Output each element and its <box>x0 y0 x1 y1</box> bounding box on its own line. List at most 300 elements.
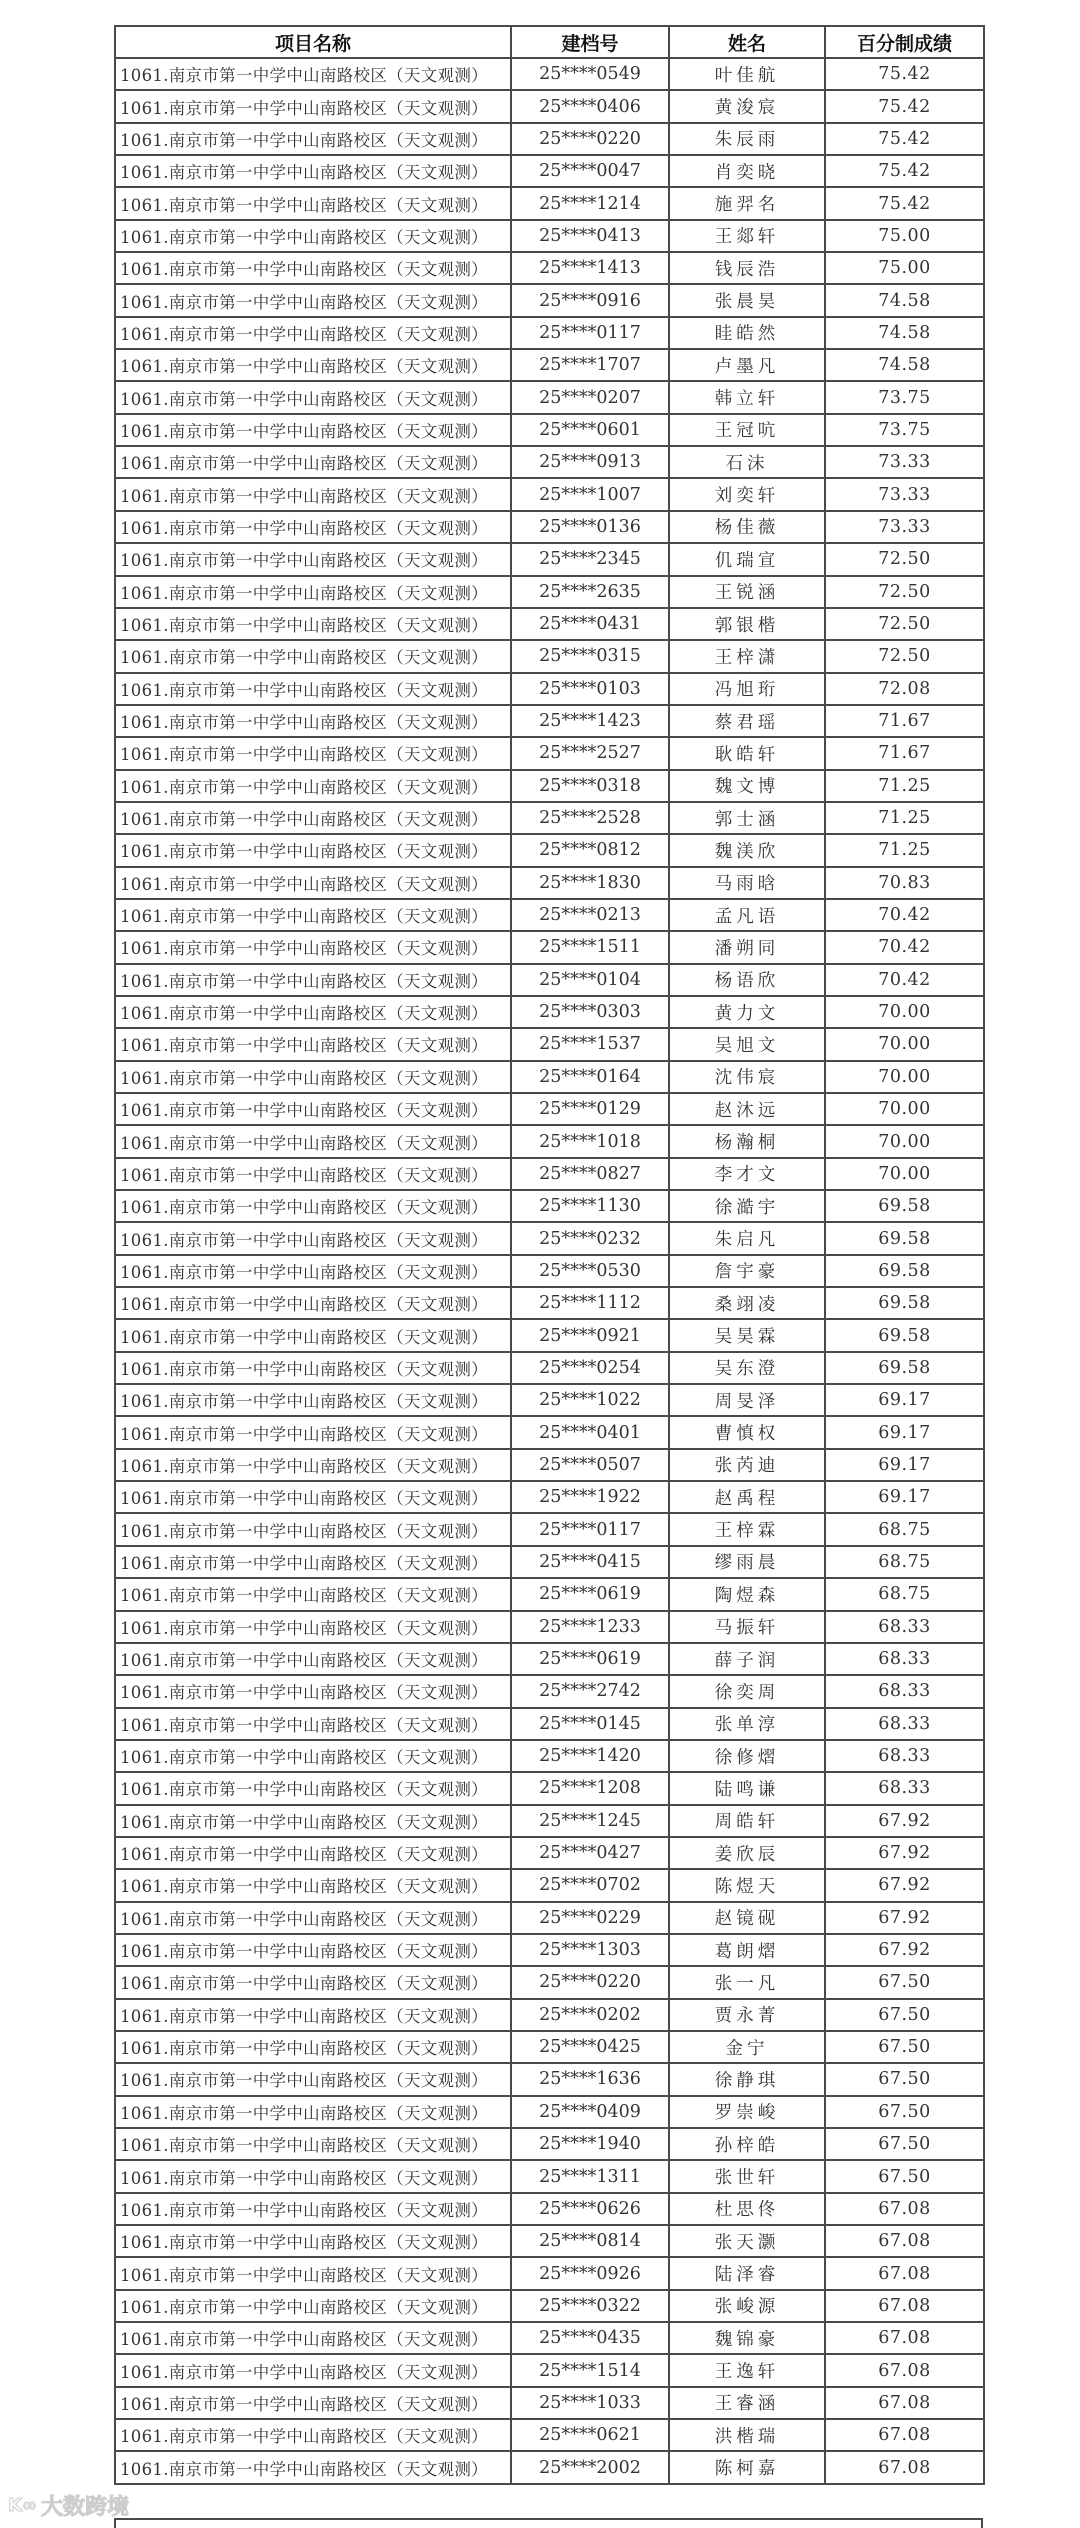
student-name-cell: 黄浚宸 <box>669 90 825 122</box>
file-id-cell: 25****2635 <box>511 576 669 608</box>
student-name-cell: 徐澔宇 <box>669 1190 825 1222</box>
table-row <box>115 770 984 802</box>
file-id-cell: 25****0812 <box>511 834 669 866</box>
file-id-cell: 25****1511 <box>511 931 669 963</box>
project-name-cell: 1061.南京市第一中学中山南路校区（天文观测） <box>115 1708 511 1740</box>
score-cell: 70.00 <box>825 1125 984 1157</box>
score-cell: 69.58 <box>825 1319 984 1351</box>
table-row <box>115 1643 984 1675</box>
project-name-cell: 1061.南京市第一中学中山南路校区（天文观测） <box>115 2451 511 2483</box>
student-name-cell: 肖奕晓 <box>669 155 825 187</box>
student-name-cell: 张芮迪 <box>669 1449 825 1481</box>
file-id-cell: 25****0415 <box>511 1546 669 1578</box>
table-row <box>115 802 984 834</box>
project-name-cell: 1061.南京市第一中学中山南路校区（天文观测） <box>115 349 511 381</box>
score-cell: 73.33 <box>825 511 984 543</box>
file-id-cell: 25****0303 <box>511 996 669 1028</box>
student-name-cell: 张晨昊 <box>669 284 825 316</box>
file-id-cell: 25****0164 <box>511 1061 669 1093</box>
project-name-cell: 1061.南京市第一中学中山南路校区（天文观测） <box>115 381 511 413</box>
file-id-cell: 25****0427 <box>511 1837 669 1869</box>
table-row <box>115 1513 984 1545</box>
project-name-cell: 1061.南京市第一中学中山南路校区（天文观测） <box>115 1061 511 1093</box>
student-name-cell: 朱辰雨 <box>669 123 825 155</box>
score-cell: 71.67 <box>825 737 984 769</box>
student-name-cell: 孟凡语 <box>669 899 825 931</box>
table-row <box>115 2322 984 2354</box>
table-row <box>115 2063 984 2095</box>
score-cell: 72.50 <box>825 543 984 575</box>
table-row <box>115 2387 984 2419</box>
project-name-cell: 1061.南京市第一中学中山南路校区（天文观测） <box>115 1449 511 1481</box>
table-row <box>115 1481 984 1513</box>
project-name-cell: 1061.南京市第一中学中山南路校区（天文观测） <box>115 2225 511 2257</box>
student-name-cell: 刘奕轩 <box>669 478 825 510</box>
file-id-cell: 25****1922 <box>511 1481 669 1513</box>
file-id-cell: 25****1311 <box>511 2160 669 2192</box>
project-name-cell: 1061.南京市第一中学中山南路校区（天文观测） <box>115 1643 511 1675</box>
table-row <box>115 834 984 866</box>
score-cell: 70.00 <box>825 996 984 1028</box>
table-body <box>115 58 984 2484</box>
project-name-cell: 1061.南京市第一中学中山南路校区（天文观测） <box>115 1611 511 1643</box>
student-name-cell: 陈柯嘉 <box>669 2451 825 2483</box>
student-name-cell: 张天灏 <box>669 2225 825 2257</box>
score-cell: 69.58 <box>825 1255 984 1287</box>
score-cell: 68.33 <box>825 1643 984 1675</box>
watermark <box>8 2490 129 2521</box>
student-name-cell: 赵沐远 <box>669 1093 825 1125</box>
file-id-cell: 25****0117 <box>511 1513 669 1545</box>
file-id-cell: 25****2742 <box>511 1675 669 1707</box>
score-cell: 67.08 <box>825 2322 984 2354</box>
header-file-id: 建档号 <box>511 26 669 58</box>
score-cell: 68.33 <box>825 1740 984 1772</box>
table-row <box>115 1028 984 1060</box>
student-name-cell: 眭皓然 <box>669 317 825 349</box>
project-name-cell: 1061.南京市第一中学中山南路校区（天文观测） <box>115 1869 511 1901</box>
table-row <box>115 2225 984 2257</box>
student-name-cell: 王梓潇 <box>669 640 825 672</box>
score-cell: 67.08 <box>825 2354 984 2386</box>
project-name-cell: 1061.南京市第一中学中山南路校区（天文观测） <box>115 543 511 575</box>
project-name-cell: 1061.南京市第一中学中山南路校区（天文观测） <box>115 802 511 834</box>
student-name-cell: 叶佳航 <box>669 58 825 90</box>
score-cell: 75.42 <box>825 155 984 187</box>
project-name-cell: 1061.南京市第一中学中山南路校区（天文观测） <box>115 1934 511 1966</box>
score-cell: 75.42 <box>825 123 984 155</box>
project-name-cell: 1061.南京市第一中学中山南路校区（天文观测） <box>115 90 511 122</box>
file-id-cell: 25****0413 <box>511 220 669 252</box>
score-cell: 75.00 <box>825 220 984 252</box>
student-name-cell: 王逸轩 <box>669 2354 825 2386</box>
table-row <box>115 2031 984 2063</box>
file-id-cell: 25****0136 <box>511 511 669 543</box>
file-id-cell: 25****0601 <box>511 414 669 446</box>
student-name-cell: 缪雨晨 <box>669 1546 825 1578</box>
project-name-cell: 1061.南京市第一中学中山南路校区（天文观测） <box>115 2354 511 2386</box>
student-name-cell: 陆鸣谦 <box>669 1772 825 1804</box>
score-cell: 68.33 <box>825 1611 984 1643</box>
score-cell: 74.58 <box>825 349 984 381</box>
score-cell: 70.42 <box>825 931 984 963</box>
file-id-cell: 25****0827 <box>511 1158 669 1190</box>
project-name-cell: 1061.南京市第一中学中山南路校区（天文观测） <box>115 867 511 899</box>
score-cell: 71.25 <box>825 770 984 802</box>
file-id-cell: 25****0619 <box>511 1643 669 1675</box>
file-id-cell: 25****0104 <box>511 964 669 996</box>
table-row <box>115 1708 984 1740</box>
student-name-cell: 陶煜森 <box>669 1578 825 1610</box>
score-cell: 73.33 <box>825 478 984 510</box>
next-table-edge <box>114 2518 983 2528</box>
project-name-cell: 1061.南京市第一中学中山南路校区（天文观测） <box>115 1287 511 1319</box>
project-name-cell: 1061.南京市第一中学中山南路校区（天文观测） <box>115 1028 511 1060</box>
table-row <box>115 964 984 996</box>
file-id-cell: 25****1233 <box>511 1611 669 1643</box>
project-name-cell: 1061.南京市第一中学中山南路校区（天文观测） <box>115 511 511 543</box>
file-id-cell: 25****0207 <box>511 381 669 413</box>
table-row <box>115 1869 984 1901</box>
table-row <box>115 1837 984 1869</box>
project-name-cell: 1061.南京市第一中学中山南路校区（天文观测） <box>115 1222 511 1254</box>
file-id-cell: 25****0921 <box>511 1319 669 1351</box>
file-id-cell: 25****1112 <box>511 1287 669 1319</box>
project-name-cell: 1061.南京市第一中学中山南路校区（天文观测） <box>115 834 511 866</box>
table-row <box>115 1546 984 1578</box>
score-cell: 67.50 <box>825 2160 984 2192</box>
table-row <box>115 673 984 705</box>
student-name-cell: 徐修熠 <box>669 1740 825 1772</box>
project-name-cell: 1061.南京市第一中学中山南路校区（天文观测） <box>115 1190 511 1222</box>
table-row <box>115 543 984 575</box>
table-row <box>115 608 984 640</box>
table-row <box>115 1319 984 1351</box>
table-row <box>115 640 984 672</box>
student-name-cell: 施羿名 <box>669 187 825 219</box>
file-id-cell: 25****0913 <box>511 446 669 478</box>
student-name-cell: 吴东澄 <box>669 1352 825 1384</box>
file-id-cell: 25****1130 <box>511 1190 669 1222</box>
student-name-cell: 魏渼欣 <box>669 834 825 866</box>
score-cell: 68.33 <box>825 1708 984 1740</box>
table-row <box>115 576 984 608</box>
table-row <box>115 996 984 1028</box>
score-cell: 67.92 <box>825 1805 984 1837</box>
table-row <box>115 1093 984 1125</box>
file-id-cell: 25****1303 <box>511 1934 669 1966</box>
table-row <box>115 284 984 316</box>
file-id-cell: 25****0220 <box>511 123 669 155</box>
score-cell: 67.08 <box>825 2387 984 2419</box>
student-name-cell: 徐静琪 <box>669 2063 825 2095</box>
file-id-cell: 25****1707 <box>511 349 669 381</box>
score-cell: 67.50 <box>825 2096 984 2128</box>
table-row <box>115 58 984 90</box>
table-row <box>115 2128 984 2160</box>
score-cell: 69.17 <box>825 1416 984 1448</box>
table-row <box>115 2290 984 2322</box>
student-name-cell: 蔡君瑶 <box>669 705 825 737</box>
student-name-cell: 罗崇峻 <box>669 2096 825 2128</box>
score-cell: 67.50 <box>825 2031 984 2063</box>
project-name-cell: 1061.南京市第一中学中山南路校区（天文观测） <box>115 1837 511 1869</box>
project-name-cell: 1061.南京市第一中学中山南路校区（天文观测） <box>115 705 511 737</box>
file-id-cell: 25****1413 <box>511 252 669 284</box>
table-row <box>115 1449 984 1481</box>
project-name-cell: 1061.南京市第一中学中山南路校区（天文观测） <box>115 996 511 1028</box>
file-id-cell: 25****1245 <box>511 1805 669 1837</box>
project-name-cell: 1061.南京市第一中学中山南路校区（天文观测） <box>115 58 511 90</box>
table-row <box>115 90 984 122</box>
student-name-cell: 詹宇豪 <box>669 1255 825 1287</box>
student-name-cell: 卢墨凡 <box>669 349 825 381</box>
student-name-cell: 马雨晗 <box>669 867 825 899</box>
file-id-cell: 25****1420 <box>511 1740 669 1772</box>
score-cell: 70.42 <box>825 899 984 931</box>
student-name-cell: 张一凡 <box>669 1966 825 1998</box>
table-row <box>115 867 984 899</box>
student-name-cell: 张单淳 <box>669 1708 825 1740</box>
score-cell: 67.08 <box>825 2257 984 2289</box>
table-row <box>115 1416 984 1448</box>
score-cell: 67.08 <box>825 2451 984 2483</box>
file-id-cell: 25****0401 <box>511 1416 669 1448</box>
table-row <box>115 220 984 252</box>
score-cell: 74.58 <box>825 284 984 316</box>
project-name-cell: 1061.南京市第一中学中山南路校区（天文观测） <box>115 608 511 640</box>
score-cell: 70.00 <box>825 1028 984 1060</box>
project-name-cell: 1061.南京市第一中学中山南路校区（天文观测） <box>115 1125 511 1157</box>
file-id-cell: 25****0626 <box>511 2193 669 2225</box>
student-name-cell: 杜思佟 <box>669 2193 825 2225</box>
table-row <box>115 705 984 737</box>
table-row <box>115 1999 984 2031</box>
score-cell: 70.42 <box>825 964 984 996</box>
project-name-cell: 1061.南京市第一中学中山南路校区（天文观测） <box>115 2128 511 2160</box>
file-id-cell: 25****1537 <box>511 1028 669 1060</box>
results-table <box>114 25 985 2485</box>
score-cell: 69.58 <box>825 1190 984 1222</box>
file-id-cell: 25****0814 <box>511 2225 669 2257</box>
table-row <box>115 511 984 543</box>
student-name-cell: 王郯轩 <box>669 220 825 252</box>
student-name-cell: 郭银楷 <box>669 608 825 640</box>
project-name-cell: 1061.南京市第一中学中山南路校区（天文观测） <box>115 964 511 996</box>
student-name-cell: 韩立轩 <box>669 381 825 413</box>
table-row <box>115 1158 984 1190</box>
student-name-cell: 姜欣辰 <box>669 1837 825 1869</box>
file-id-cell: 25****0047 <box>511 155 669 187</box>
table-row <box>115 2354 984 2386</box>
student-name-cell: 朱启凡 <box>669 1222 825 1254</box>
score-cell: 74.58 <box>825 317 984 349</box>
project-name-cell: 1061.南京市第一中学中山南路校区（天文观测） <box>115 1546 511 1578</box>
student-name-cell: 魏文博 <box>669 770 825 802</box>
score-cell: 69.58 <box>825 1352 984 1384</box>
file-id-cell: 25****0409 <box>511 2096 669 2128</box>
file-id-cell: 25****0254 <box>511 1352 669 1384</box>
score-cell: 67.50 <box>825 2063 984 2095</box>
student-name-cell: 吴昊霖 <box>669 1319 825 1351</box>
score-cell: 67.92 <box>825 1837 984 1869</box>
student-name-cell: 吴旭文 <box>669 1028 825 1060</box>
project-name-cell: 1061.南京市第一中学中山南路校区（天文观测） <box>115 220 511 252</box>
score-cell: 69.17 <box>825 1384 984 1416</box>
file-id-cell: 25****0431 <box>511 608 669 640</box>
student-name-cell: 贾永菁 <box>669 1999 825 2031</box>
file-id-cell: 25****0435 <box>511 2322 669 2354</box>
table-row <box>115 2419 984 2451</box>
file-id-cell: 25****2528 <box>511 802 669 834</box>
file-id-cell: 25****0322 <box>511 2290 669 2322</box>
file-id-cell: 25****0702 <box>511 1869 669 1901</box>
project-name-cell: 1061.南京市第一中学中山南路校区（天文观测） <box>115 317 511 349</box>
table-row <box>115 1772 984 1804</box>
score-cell: 73.33 <box>825 446 984 478</box>
table-row <box>115 2193 984 2225</box>
score-cell: 70.83 <box>825 867 984 899</box>
header-name: 姓名 <box>669 26 825 58</box>
student-name-cell: 石沫 <box>669 446 825 478</box>
project-name-cell: 1061.南京市第一中学中山南路校区（天文观测） <box>115 2193 511 2225</box>
project-name-cell: 1061.南京市第一中学中山南路校区（天文观测） <box>115 1675 511 1707</box>
table-row <box>115 931 984 963</box>
table-row <box>115 1255 984 1287</box>
score-cell: 70.00 <box>825 1158 984 1190</box>
table-header-row <box>115 26 984 58</box>
score-cell: 75.00 <box>825 252 984 284</box>
table-row <box>115 1578 984 1610</box>
project-name-cell: 1061.南京市第一中学中山南路校区（天文观测） <box>115 1999 511 2031</box>
score-cell: 67.92 <box>825 1869 984 1901</box>
student-name-cell: 沈伟宸 <box>669 1061 825 1093</box>
score-cell: 75.42 <box>825 187 984 219</box>
student-name-cell: 杨语欣 <box>669 964 825 996</box>
student-name-cell: 洪楷瑞 <box>669 2419 825 2451</box>
table-row <box>115 1222 984 1254</box>
table-row <box>115 1384 984 1416</box>
project-name-cell: 1061.南京市第一中学中山南路校区（天文观测） <box>115 123 511 155</box>
student-name-cell: 王睿涵 <box>669 2387 825 2419</box>
score-cell: 69.17 <box>825 1449 984 1481</box>
file-id-cell: 25****0425 <box>511 2031 669 2063</box>
table-row <box>115 1934 984 1966</box>
student-name-cell: 张世轩 <box>669 2160 825 2192</box>
score-cell: 67.50 <box>825 2128 984 2160</box>
score-cell: 72.50 <box>825 608 984 640</box>
score-cell: 72.50 <box>825 576 984 608</box>
table-row <box>115 414 984 446</box>
student-name-cell: 郭士涵 <box>669 802 825 834</box>
project-name-cell: 1061.南京市第一中学中山南路校区（天文观测） <box>115 1255 511 1287</box>
file-id-cell: 25****0213 <box>511 899 669 931</box>
score-cell: 69.17 <box>825 1481 984 1513</box>
score-cell: 73.75 <box>825 414 984 446</box>
project-name-cell: 1061.南京市第一中学中山南路校区（天文观测） <box>115 252 511 284</box>
project-name-cell: 1061.南京市第一中学中山南路校区（天文观测） <box>115 931 511 963</box>
student-name-cell: 周皓轩 <box>669 1805 825 1837</box>
table-row <box>115 1061 984 1093</box>
project-name-cell: 1061.南京市第一中学中山南路校区（天文观测） <box>115 478 511 510</box>
table-row <box>115 899 984 931</box>
file-id-cell: 25****1214 <box>511 187 669 219</box>
score-cell: 67.50 <box>825 1999 984 2031</box>
score-cell: 68.75 <box>825 1513 984 1545</box>
project-name-cell: 1061.南京市第一中学中山南路校区（天文观测） <box>115 1966 511 1998</box>
project-name-cell: 1061.南京市第一中学中山南路校区（天文观测） <box>115 414 511 446</box>
student-name-cell: 金宁 <box>669 2031 825 2063</box>
score-cell: 70.00 <box>825 1093 984 1125</box>
table-row <box>115 1125 984 1157</box>
student-name-cell: 仉瑞宣 <box>669 543 825 575</box>
student-name-cell: 陈煜天 <box>669 1869 825 1901</box>
file-id-cell: 25****0117 <box>511 317 669 349</box>
project-name-cell: 1061.南京市第一中学中山南路校区（天文观测） <box>115 187 511 219</box>
file-id-cell: 25****1423 <box>511 705 669 737</box>
student-name-cell: 魏锦豪 <box>669 2322 825 2354</box>
student-name-cell: 张峻源 <box>669 2290 825 2322</box>
score-cell: 73.75 <box>825 381 984 413</box>
table-row <box>115 2160 984 2192</box>
table-row <box>115 1740 984 1772</box>
project-name-cell: 1061.南京市第一中学中山南路校区（天文观测） <box>115 1740 511 1772</box>
student-name-cell: 薛子润 <box>669 1643 825 1675</box>
student-name-cell: 杨佳薇 <box>669 511 825 543</box>
header-project-name: 项目名称 <box>115 26 511 58</box>
file-id-cell: 25****0916 <box>511 284 669 316</box>
table-row <box>115 1675 984 1707</box>
score-cell: 67.08 <box>825 2419 984 2451</box>
table-row <box>115 381 984 413</box>
file-id-cell: 25****1208 <box>511 1772 669 1804</box>
file-id-cell: 25****0103 <box>511 673 669 705</box>
project-name-cell: 1061.南京市第一中学中山南路校区（天文观测） <box>115 1902 511 1934</box>
project-name-cell: 1061.南京市第一中学中山南路校区（天文观测） <box>115 284 511 316</box>
project-name-cell: 1061.南京市第一中学中山南路校区（天文观测） <box>115 1352 511 1384</box>
project-name-cell: 1061.南京市第一中学中山南路校区（天文观测） <box>115 2419 511 2451</box>
score-cell: 68.33 <box>825 1675 984 1707</box>
project-name-cell: 1061.南京市第一中学中山南路校区（天文观测） <box>115 2387 511 2419</box>
score-cell: 67.08 <box>825 2193 984 2225</box>
student-name-cell: 潘朔同 <box>669 931 825 963</box>
project-name-cell: 1061.南京市第一中学中山南路校区（天文观测） <box>115 2322 511 2354</box>
score-cell: 67.08 <box>825 2225 984 2257</box>
student-name-cell: 杨瀚桐 <box>669 1125 825 1157</box>
project-name-cell: 1061.南京市第一中学中山南路校区（天文观测） <box>115 155 511 187</box>
student-name-cell: 王锐涵 <box>669 576 825 608</box>
file-id-cell: 25****0926 <box>511 2257 669 2289</box>
student-name-cell: 冯旭珩 <box>669 673 825 705</box>
project-name-cell: 1061.南京市第一中学中山南路校区（天文观测） <box>115 576 511 608</box>
table-row <box>115 1902 984 1934</box>
score-cell: 71.67 <box>825 705 984 737</box>
project-name-cell: 1061.南京市第一中学中山南路校区（天文观测） <box>115 1805 511 1837</box>
file-id-cell: 25****0549 <box>511 58 669 90</box>
watermark-text: 大数跨境 <box>40 2495 129 2520</box>
table-row <box>115 1805 984 1837</box>
watermark-logo-icon: K∞ <box>8 2495 37 2516</box>
score-cell: 67.92 <box>825 1902 984 1934</box>
file-id-cell: 25****1022 <box>511 1384 669 1416</box>
student-name-cell: 耿皓轩 <box>669 737 825 769</box>
score-cell: 71.25 <box>825 802 984 834</box>
file-id-cell: 25****0507 <box>511 1449 669 1481</box>
table-row <box>115 478 984 510</box>
table-row <box>115 349 984 381</box>
student-name-cell: 曹慎权 <box>669 1416 825 1448</box>
file-id-cell: 25****0145 <box>511 1708 669 1740</box>
